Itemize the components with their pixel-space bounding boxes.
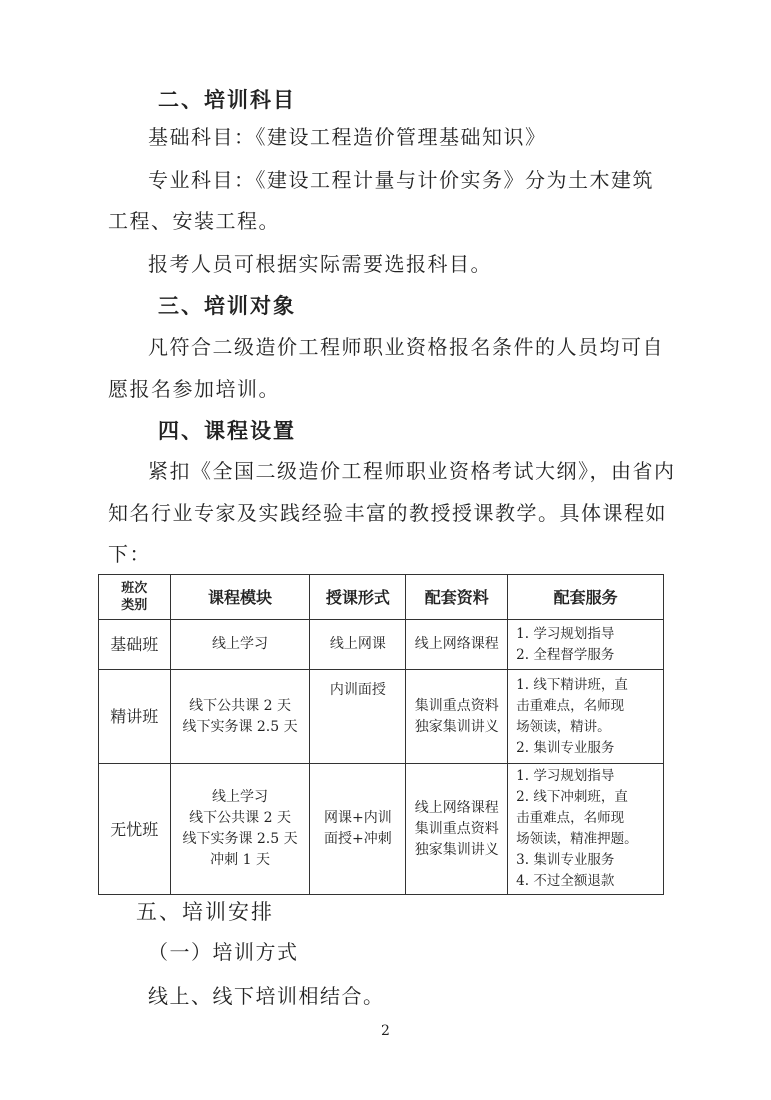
method-text: 线上、线下培训相结合。 [148,984,385,1008]
cell-line: 集训重点资料 [414,820,499,837]
subheading-method: （一）培训方式 [148,940,299,964]
material-cell [406,670,508,764]
cell-line: 3. 集训专业服务 [516,852,615,868]
module-cell [170,620,310,670]
table-corner-cell [99,575,171,620]
table-row [99,620,664,670]
table-row [99,764,664,895]
column-header: 配套资料 [406,575,508,620]
service-cell [508,670,664,764]
page-number: 2 [381,1023,390,1039]
cell-line: 线上网课 [329,636,386,652]
form-cell [310,670,406,764]
major-subject-text-line1: 专业科目：《建设工程计量与计价实务》分为土木建筑 [148,168,654,192]
module-cell [170,670,310,764]
cell-line: 2. 集训专业服务 [516,739,615,756]
cell-line: 线上学习 [212,636,269,652]
cell-line: 击重难点，名师现 [516,810,625,826]
corner-label-bottom: 类别 [121,598,148,613]
basic-subject-text: 基础科目：《建设工程造价管理基础知识》 [148,125,547,149]
cell-line: 独家集训讲义 [414,718,499,735]
cell-line: 1. 学习规划指导 [516,625,615,642]
material-cell [406,764,508,895]
cell-line: 线下实务课 2.5 天 [182,831,298,847]
corner-label-top: 班次 [121,581,148,596]
cell-line: 场领读，精讲。 [516,718,611,735]
class-name-cell: 基础班 [99,620,171,670]
class-name-cell: 精讲班 [99,670,171,764]
cell-line: 面授+冲刺 [324,831,392,847]
cell-line: 1. 学习规划指导 [516,768,615,784]
cell-line: 网课+内训 [324,810,392,826]
column-header: 配套服务 [508,575,664,620]
section-heading-audience: 三、培训对象 [158,293,296,318]
cell-line: 4. 不过全额退款 [516,873,615,889]
table-row [99,670,664,764]
class-name-cell: 无忧班 [99,764,171,895]
column-header: 课程模块 [170,575,310,620]
section-heading-subjects: 二、培训科目 [158,87,296,112]
cell-line: 1. 线下精讲班，直 [516,676,628,693]
cell-line: 2. 线下冲刺班，直 [516,789,628,805]
section-heading-arrangement: 五、培训安排 [136,900,274,924]
cell-line: 冲刺 1 天 [210,852,270,868]
cell-line: 集训重点资料 [414,697,499,714]
form-cell [310,764,406,895]
cell-line: 线上网络课程 [414,636,499,652]
courses-text-line3: 下： [108,542,151,566]
form-cell [310,620,406,670]
module-cell [170,764,310,895]
cell-line: 内训面授 [329,682,386,698]
courses-text-line2: 知名行业专家及实践经验丰富的教授授课教学。具体课程如 [108,501,667,525]
material-cell [406,620,508,670]
table-header-row [99,575,664,620]
cell-line: 线上网络课程 [414,799,499,816]
courses-text-line1: 紧扣《全国二级造价工程师职业资格考试大纲》，由省内 [148,459,676,483]
section-heading-courses: 四、课程设置 [158,418,296,443]
course-table [98,574,664,895]
service-cell [508,620,664,670]
audience-text-line1: 凡符合二级造价工程师职业资格报名条件的人员均可自 [148,335,664,359]
cell-line: 线下实务课 2.5 天 [182,718,298,735]
service-cell [508,764,664,895]
cell-line: 场领读，精准押题。 [516,831,638,847]
cell-line: 线下公共课 2 天 [189,810,291,826]
cell-line: 2. 全程督学服务 [516,646,615,663]
cell-line: 线上学习 [212,789,269,805]
subject-note-text: 报考人员可根据实际需要选报科目。 [148,252,492,276]
cell-line: 线下公共课 2 天 [189,697,291,714]
cell-line: 独家集训讲义 [414,841,499,858]
column-header: 授课形式 [310,575,406,620]
audience-text-line2: 愿报名参加培训。 [108,377,280,401]
cell-line: 击重难点，名师现 [516,697,625,714]
major-subject-text-line2: 工程、安装工程。 [108,209,280,233]
